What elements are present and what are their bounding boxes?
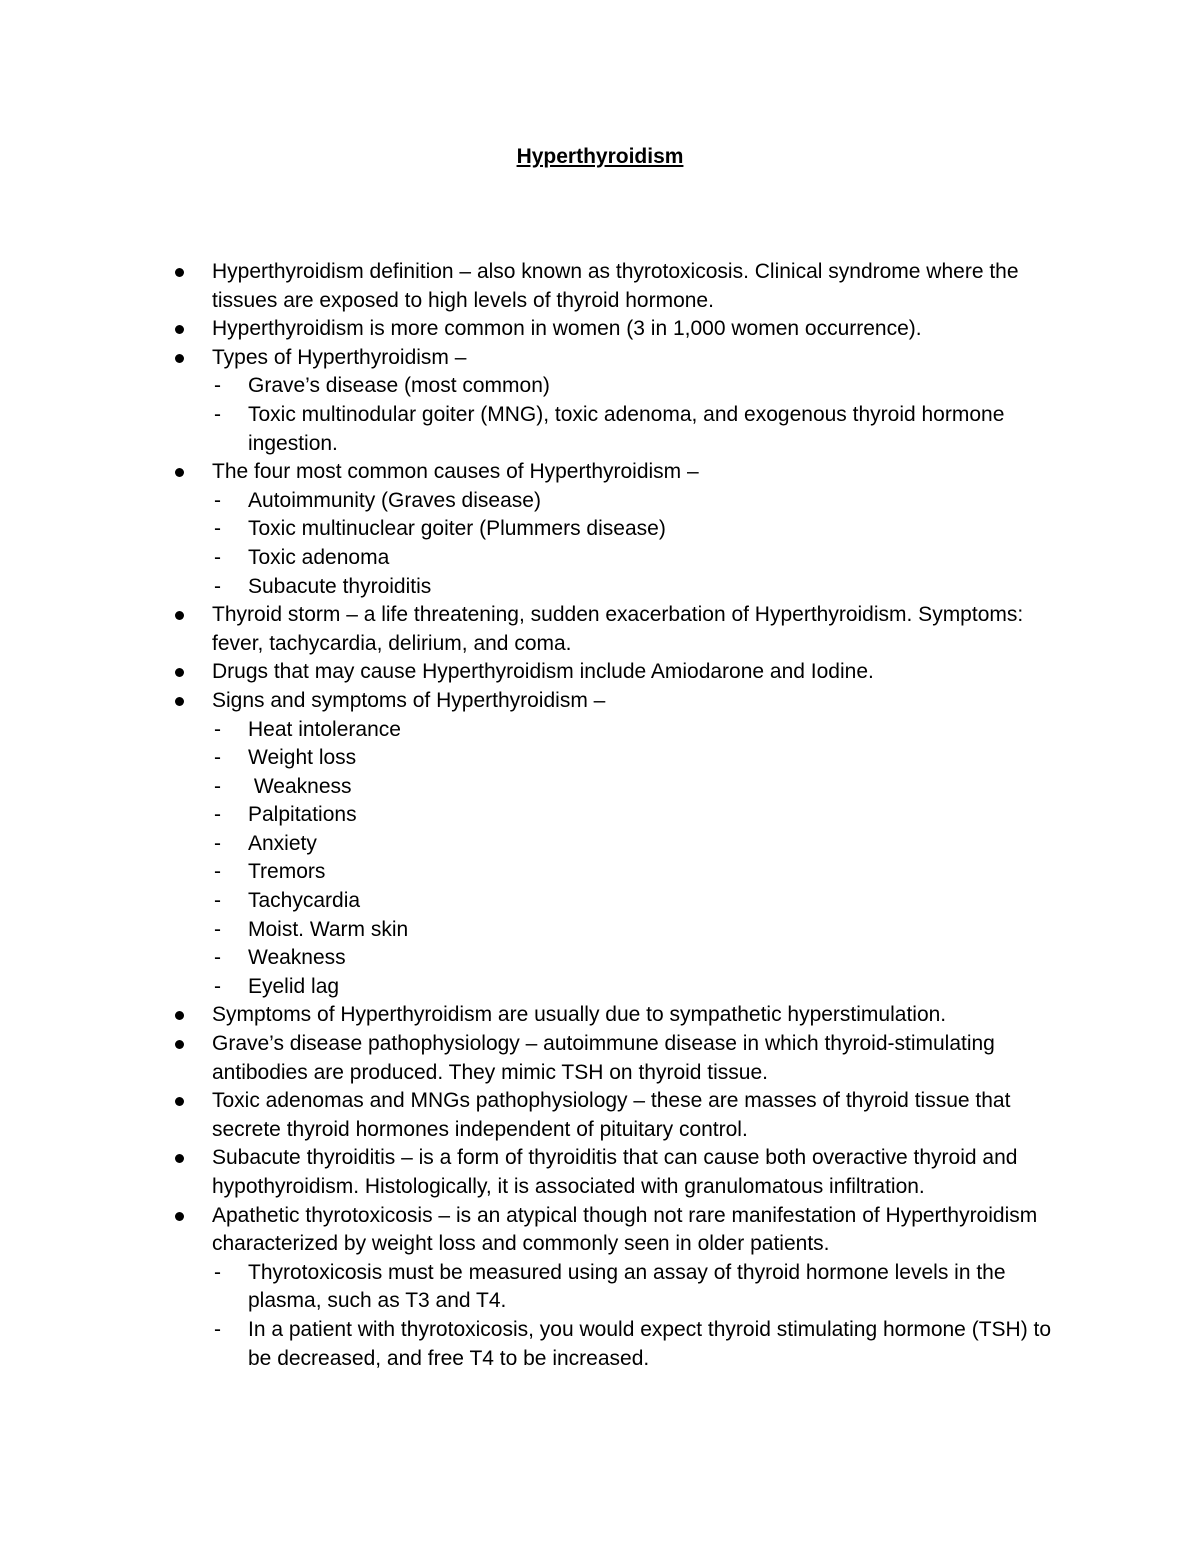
bullet-item bbox=[172, 1001, 1072, 1030]
bullet-dot-icon bbox=[175, 1154, 184, 1163]
dash-marker-icon: - bbox=[214, 517, 221, 541]
sub-item bbox=[172, 801, 1072, 830]
sub-item bbox=[172, 773, 1072, 802]
item-text: Autoimmunity (Graves disease) bbox=[248, 488, 541, 512]
bullet-dot-icon bbox=[175, 611, 184, 620]
bullet-dot-icon bbox=[175, 1040, 184, 1049]
item-text: Types of Hyperthyroidism – bbox=[212, 345, 467, 369]
bullet-item bbox=[172, 344, 1072, 373]
sub-item bbox=[172, 744, 1072, 773]
sub-item bbox=[172, 372, 1072, 401]
sub-item bbox=[172, 858, 1072, 887]
bullet-item bbox=[172, 258, 1072, 315]
bullet-dot-icon bbox=[175, 1097, 184, 1106]
bullet-dot-icon bbox=[175, 468, 184, 477]
item-text: Symptoms of Hyperthyroidism are usually due to sympathetic hyperstimulation. bbox=[212, 1003, 947, 1027]
item-text: Subacute thyroiditis bbox=[248, 574, 432, 598]
bullet-dot-icon bbox=[175, 697, 184, 706]
dash-marker-icon: - bbox=[214, 574, 221, 598]
item-text: Toxic adenomas and MNGs pathophysiology – these are masses of thyroid tissue that secrete thyroid hormones independent of pituitary control. bbox=[212, 1089, 1017, 1141]
item-text: Weakness bbox=[248, 946, 346, 970]
sub-item bbox=[172, 401, 1072, 458]
item-text: Grave’s disease (most common) bbox=[248, 374, 550, 398]
bullet-item bbox=[172, 1202, 1072, 1259]
bullet-dot-icon bbox=[175, 354, 184, 363]
item-text: Apathetic thyrotoxicosis – is an atypical though not rare manifestation of Hyperthyroidism characterized by weight loss and commonly seen in older patients. bbox=[212, 1203, 1044, 1256]
bullet-dot-icon bbox=[175, 668, 184, 677]
dash-marker-icon: - bbox=[214, 402, 221, 426]
sub-item bbox=[172, 1316, 1072, 1373]
dash-marker-icon: - bbox=[214, 488, 221, 512]
item-text: Toxic multinuclear goiter (Plummers disease) bbox=[248, 517, 666, 541]
sub-item bbox=[172, 916, 1072, 945]
sub-item bbox=[172, 944, 1072, 973]
sub-item bbox=[172, 487, 1072, 516]
item-text: Toxic multinodular goiter (MNG), toxic adenoma, and exogenous thyroid hormone ingestion. bbox=[248, 402, 1011, 455]
sub-item bbox=[172, 887, 1072, 916]
dash-marker-icon: - bbox=[214, 746, 221, 770]
dash-marker-icon: - bbox=[214, 889, 221, 913]
document-body bbox=[172, 258, 1072, 1373]
item-text: Grave’s disease pathophysiology – autoimmune disease in which thyroid-stimulating antibodies are produced. They mimic TSH on thyroid tissue. bbox=[212, 1032, 1001, 1084]
item-text: Thyroid storm – a life threatening, sudden exacerbation of Hyperthyroidism. Symptoms: fever, tachycardia, delirium, and coma. bbox=[212, 603, 1030, 655]
item-text: Weight loss bbox=[248, 746, 357, 770]
item-text: Drugs that may cause Hyperthyroidism include Amiodarone and Iodine. bbox=[212, 660, 874, 684]
item-text: Heat intolerance bbox=[248, 717, 401, 741]
sub-item bbox=[172, 716, 1072, 745]
item-text: Thyrotoxicosis must be measured using an assay of thyroid hormone levels in the plasma, such as T3 and T4. bbox=[248, 1260, 1012, 1313]
item-text: Weakness bbox=[248, 774, 352, 798]
dash-marker-icon: - bbox=[214, 974, 221, 998]
bullet-dot-icon bbox=[175, 268, 184, 277]
bullet-item bbox=[172, 1030, 1072, 1087]
item-text: Eyelid lag bbox=[248, 974, 340, 998]
item-text: Anxiety bbox=[248, 831, 317, 855]
sub-item bbox=[172, 973, 1072, 1002]
bullet-item bbox=[172, 601, 1072, 658]
dash-marker-icon: - bbox=[214, 1317, 221, 1341]
item-text: The four most common causes of Hyperthyroidism – bbox=[212, 460, 699, 484]
dash-marker-icon: - bbox=[214, 717, 221, 741]
item-text: Tachycardia bbox=[248, 889, 361, 913]
dash-marker-icon: - bbox=[214, 1260, 221, 1284]
item-text: Toxic adenoma bbox=[248, 545, 390, 569]
item-text: Signs and symptoms of Hyperthyroidism – bbox=[212, 688, 606, 712]
item-text: Hyperthyroidism definition – also known as thyrotoxicosis. Clinical syndrome where the tissues are exposed to high levels of thyroid hormone. bbox=[212, 260, 1025, 312]
sub-item bbox=[172, 830, 1072, 859]
dash-marker-icon: - bbox=[214, 803, 221, 827]
item-text: Subacute thyroiditis – is a form of thyroiditis that can cause both overactive thyroid and hypothyroidism. Histologically, it is associated with granulomatous infiltration. bbox=[212, 1146, 1024, 1198]
bullet-dot-icon bbox=[175, 1212, 184, 1221]
item-text: Tremors bbox=[248, 860, 326, 884]
bullet-item bbox=[172, 458, 1072, 487]
sub-item bbox=[172, 1259, 1072, 1316]
item-text: In a patient with thyrotoxicosis, you would expect thyroid stimulating hormone (TSH) to be decreased, and free T4 to be increased. bbox=[248, 1317, 1057, 1370]
dash-marker-icon: - bbox=[214, 917, 221, 941]
item-text: Hyperthyroidism is more common in women (3 in 1,000 women occurrence). bbox=[212, 317, 922, 341]
sub-item bbox=[172, 544, 1072, 573]
bullet-item bbox=[172, 315, 1072, 344]
item-text: Palpitations bbox=[248, 803, 357, 827]
dash-marker-icon: - bbox=[214, 860, 221, 884]
bullet-item bbox=[172, 658, 1072, 687]
dash-marker-icon: - bbox=[214, 374, 221, 398]
dash-marker-icon: - bbox=[214, 946, 221, 970]
sub-item bbox=[172, 573, 1072, 602]
bullet-item bbox=[172, 1087, 1072, 1144]
sub-item bbox=[172, 515, 1072, 544]
dash-marker-icon: - bbox=[214, 545, 221, 569]
bullet-item bbox=[172, 1144, 1072, 1201]
dash-marker-icon: - bbox=[214, 831, 221, 855]
bullet-item bbox=[172, 687, 1072, 716]
bullet-dot-icon bbox=[175, 325, 184, 334]
bullet-dot-icon bbox=[175, 1011, 184, 1020]
page-title: Hyperthyroidism bbox=[516, 145, 684, 168]
item-text: Moist. Warm skin bbox=[248, 917, 409, 941]
dash-marker-icon: - bbox=[214, 774, 221, 798]
